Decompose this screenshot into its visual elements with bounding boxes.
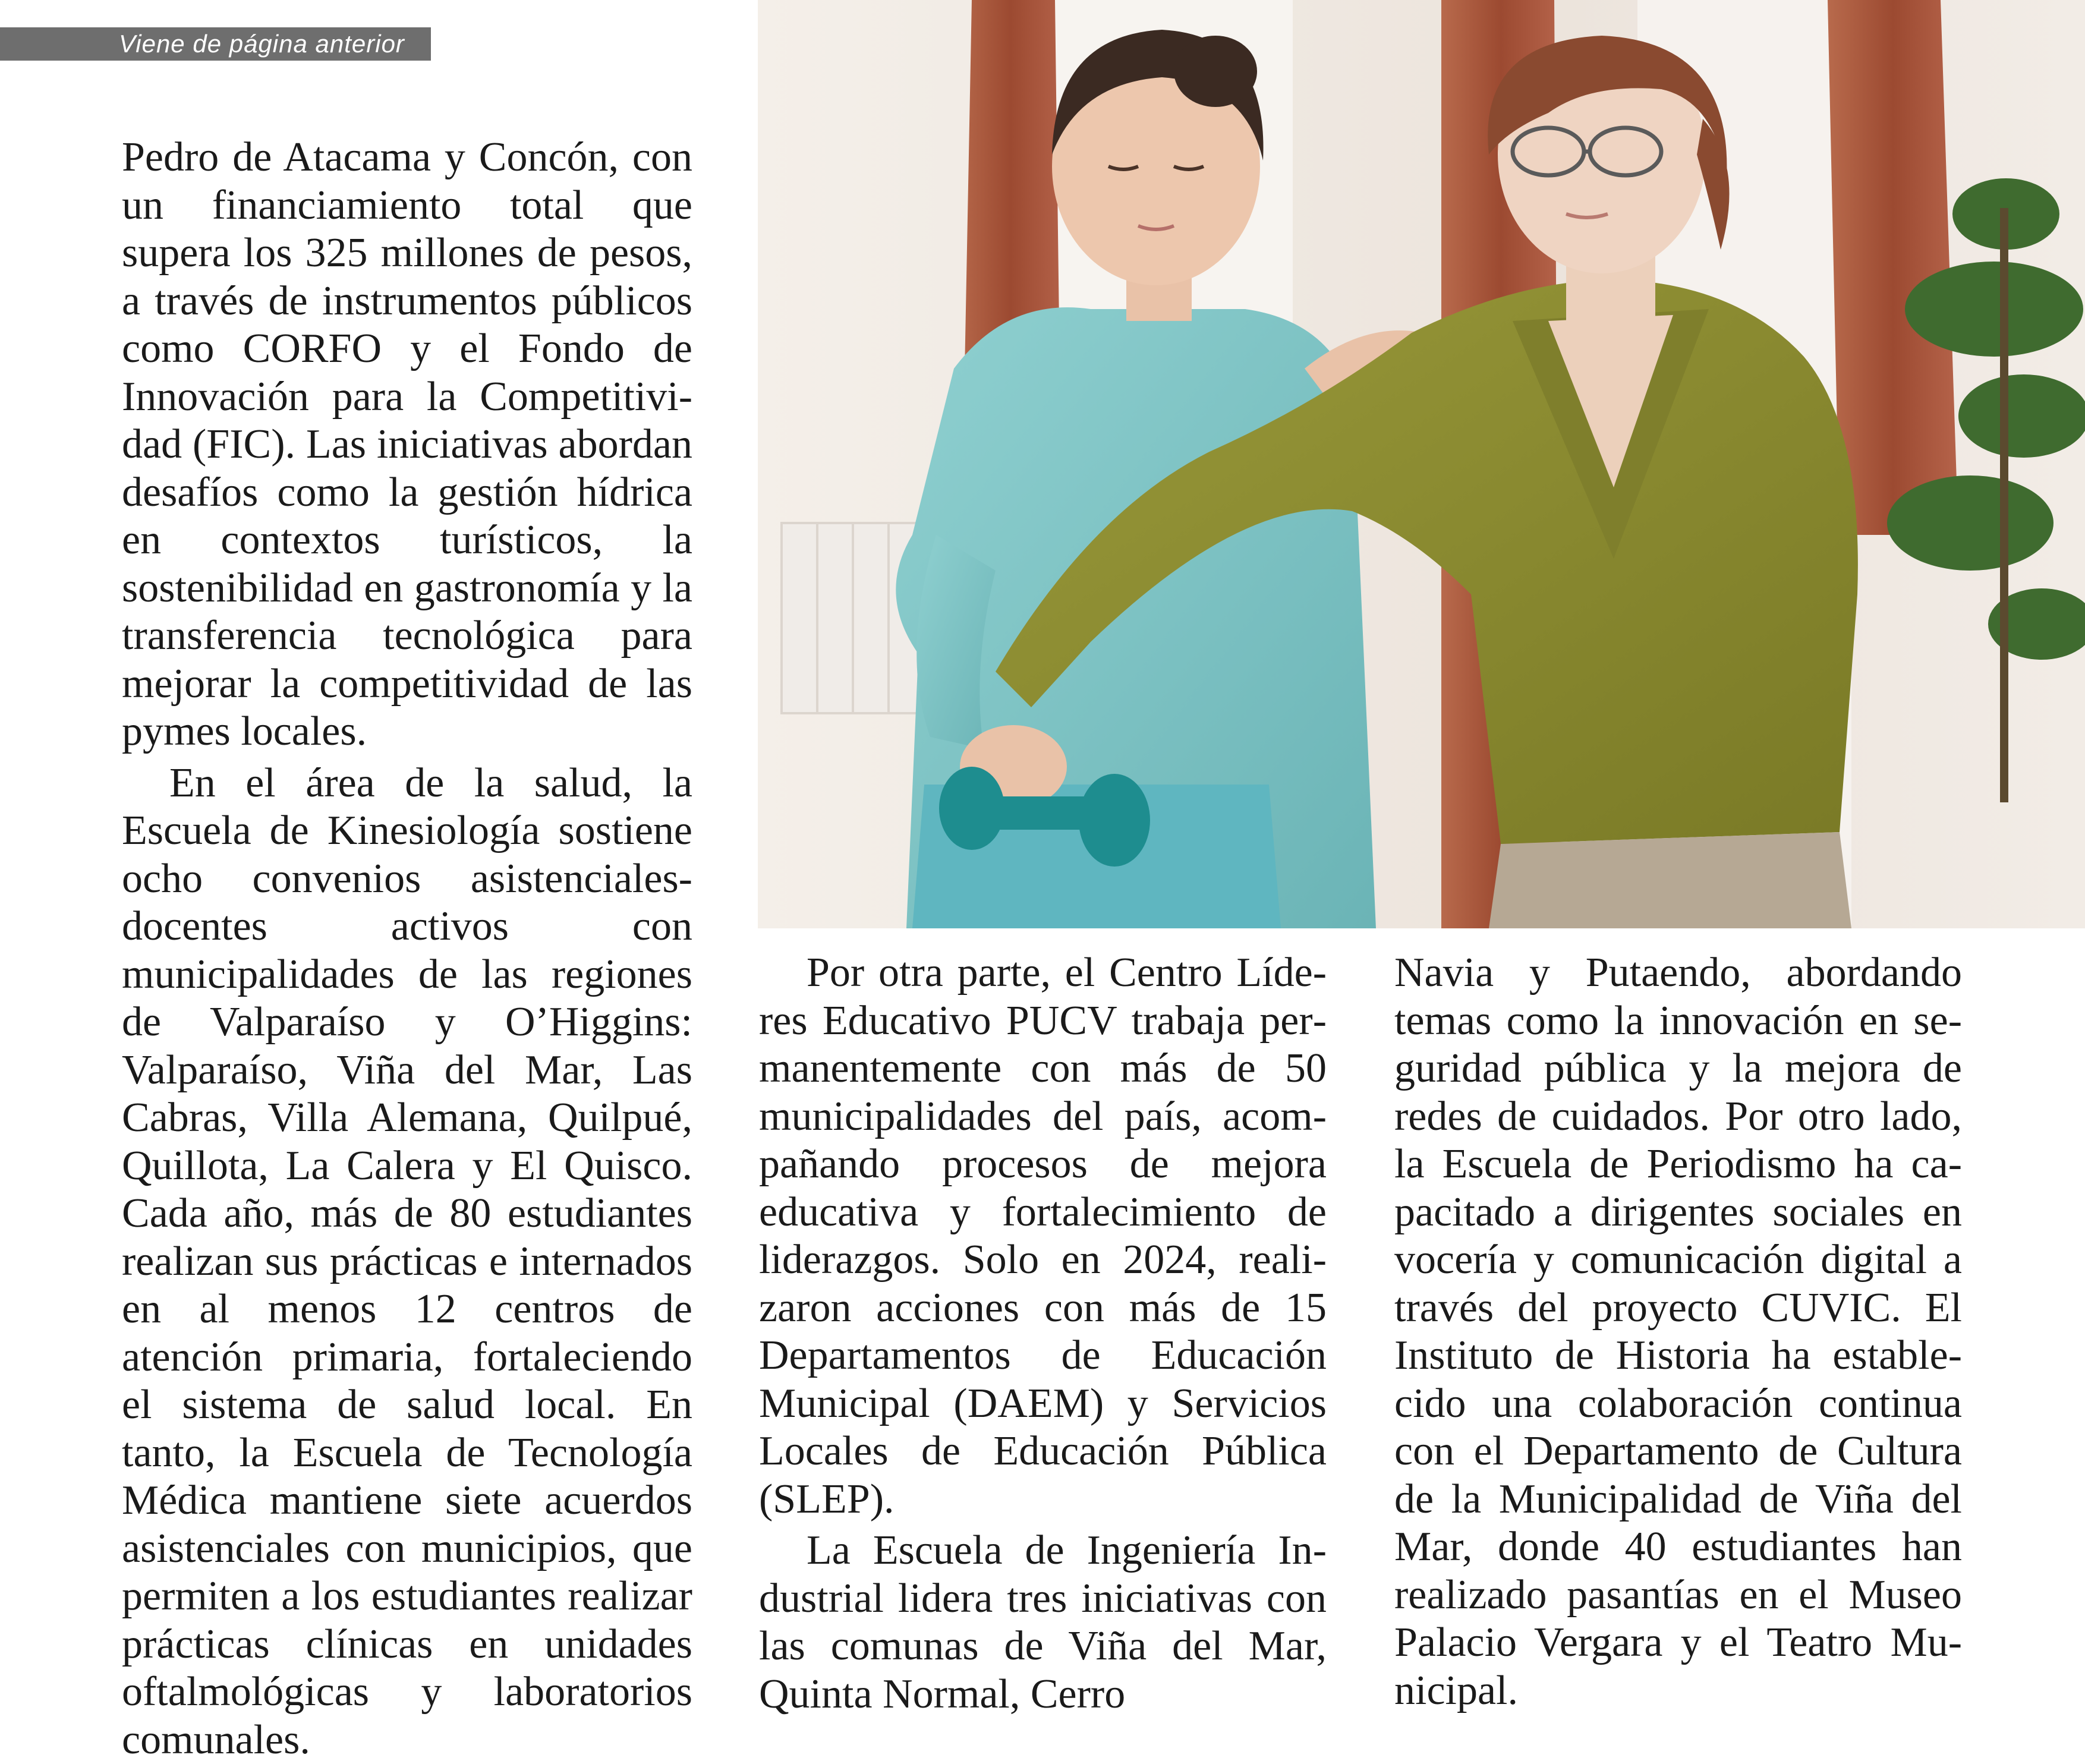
therapy-photo-icon	[758, 0, 2085, 928]
article-paragraph: Navia y Putaendo, abordando temas como la innovación en seguridad pública y la mejora de redes de cuidados. Por otro lado, la Escuela de Periodismo ha capacitado a dirigentes sociales en vocería y comunicación digital a través del proyecto CUVIC. El Instituto de Historia ha establecido una colaboración continua con el Departamento de Cultura de la Municipalidad de Viña del Mar, donde 40 estudiantes han realizado pasantías en el Museo Palacio Vergara y el Teatro Municipal.	[1394, 949, 1962, 1715]
article-paragraph: La Escuela de Ingeniería Industrial lidera tres iniciativas con las comunas de Viña del Mar, Quinta Normal, Cerro	[759, 1527, 1327, 1718]
article-paragraph: Por otra parte, el Centro Líderes Educativo PUCV trabaja permanentemente con más de 50 municipalidades del país, acompañando procesos de mejora educativa y fortalecimiento de liderazgos. Solo en 2024, realizaron acciones con más de 15 Departamentos de Educación Municipal (DAEM) y Servicios Locales de Educación Pública (SLEP).	[759, 949, 1327, 1523]
article-paragraph: Pedro de Atacama y Concón, con un financiamiento total que supera los 325 millones de pesos, a través de instrumentos públicos como CORFO y el Fondo de Innovación para la Competitividad (FIC). Las iniciativas abordan desafíos como la gestión hídrica en contextos turísticos, la sostenibilidad en gastronomía y la transferencia tecnológica para mejorar la competitividad de las pymes locales.	[122, 134, 692, 756]
therapy-photo	[758, 0, 2085, 928]
article-paragraph: En el área de la salud, la Escuela de Kinesiología sostiene ocho convenios asistenciales-docentes activos con municipalidades de las regiones de Valparaíso y O’Higgins: Valparaíso, Viña del Mar, Las Cabras, Villa Alemana, Quilpué, Quillota, La Calera y El Quisco. Cada año, más de 80 estudiantes realizan sus prácticas e internados en al menos 12 centros de atención primaria, fortaleciendo el sistema de salud local. En tanto, la Escuela de Tecnología Médica mantiene siete acuerdos asistenciales con municipios, que permiten a los estudiantes realizar prácticas clínicas en unidades oftalmológicas y laboratorios comunales.	[122, 760, 692, 1764]
article-column-2	[759, 949, 1327, 1718]
continued-from-previous-page-label: Viene de página anterior	[0, 27, 431, 61]
article-column-3	[1394, 949, 1962, 1715]
article-column-1	[122, 134, 692, 1764]
